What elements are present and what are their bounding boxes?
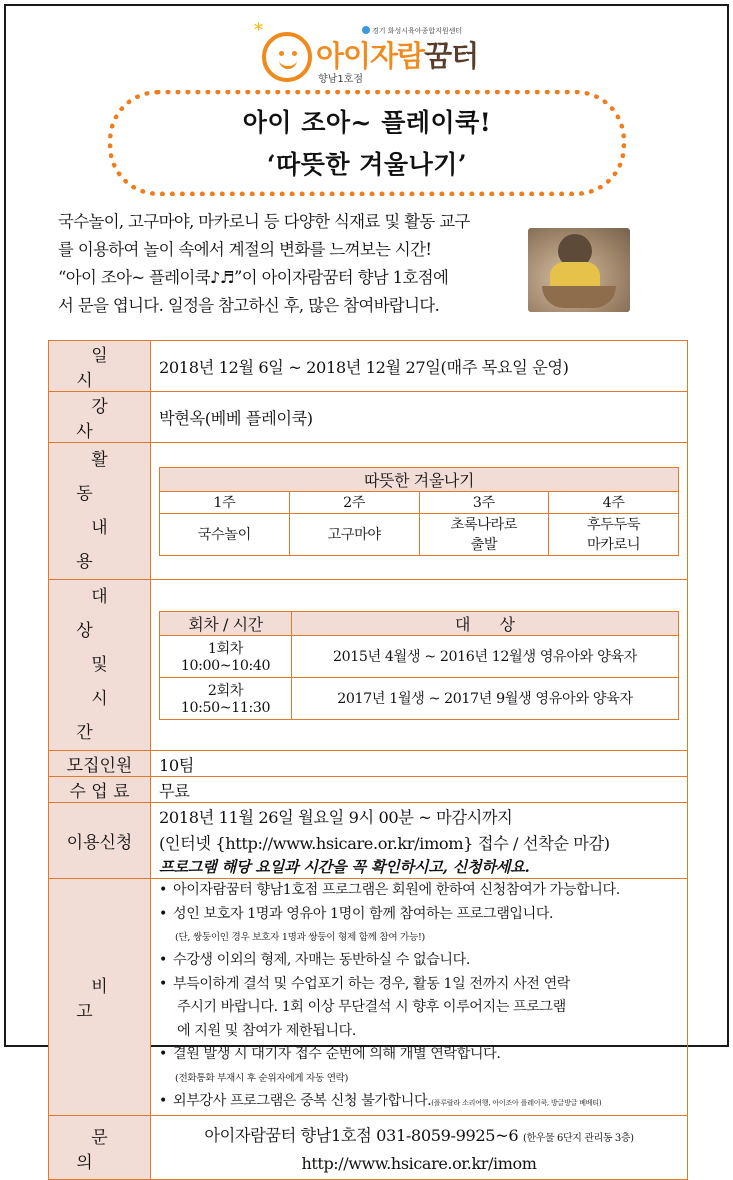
session-2: 2회차 10:50~11:30 bbox=[160, 677, 292, 719]
note-cont: 주시기 바랍니다. 1회 이상 무단결석 시 향후 이루어지는 프로그램 bbox=[177, 999, 566, 1015]
title-box bbox=[108, 90, 626, 196]
label-activity: 활 동 내 용 bbox=[49, 443, 151, 580]
row-apply bbox=[49, 803, 688, 879]
session-2-target: 2017년 1월생 ~ 2017년 9월생 영유아와 양육자 bbox=[292, 677, 679, 719]
title-line1: 아이 조아~ 플레이쿡! bbox=[242, 108, 492, 137]
apply-method: (인터넷 {http://www.hsicare.or.kr/imom} 접수 / 선착순 마감) bbox=[159, 834, 610, 853]
head-target: 대 상 bbox=[292, 611, 679, 635]
head-session: 회차 / 시간 bbox=[160, 611, 292, 635]
week-1-content: 국수놀이 bbox=[160, 513, 290, 555]
label-date: 일 시 bbox=[49, 341, 151, 392]
value-fee: 무료 bbox=[151, 777, 688, 803]
row-activity bbox=[49, 443, 688, 580]
target-table bbox=[159, 611, 679, 720]
intro-line: 서 문을 엽니다. 일정을 참고하신 후, 많은 참여바랍니다. bbox=[58, 296, 440, 315]
cooking-child-photo bbox=[528, 228, 630, 312]
label-contact: 문 의 bbox=[49, 1116, 151, 1180]
logo-organization: 경기 화성시육아종합지원센터 bbox=[362, 26, 462, 36]
notes-list bbox=[159, 879, 679, 1115]
week-4-content: 후두두둑 마카로니 bbox=[549, 513, 679, 555]
intro-line: 국수놀이, 고구마야, 마카로니 등 다양한 식재료 및 활동 교구 bbox=[58, 212, 470, 231]
value-apply bbox=[151, 803, 688, 879]
label-instructor: 강 사 bbox=[49, 392, 151, 443]
row-capacity bbox=[49, 751, 688, 777]
week-1: 1주 bbox=[160, 491, 290, 513]
week-3-content: 초록나라로 출발 bbox=[419, 513, 549, 555]
note-item: • 성인 보호자 1명과 영유아 1명이 함께 참여하는 프로그램입니다. bbox=[159, 905, 554, 922]
contact-url: http://www.hsicare.or.kr/imom bbox=[301, 1154, 537, 1173]
note-cont: 에 지원 및 참여가 제한됩니다. bbox=[177, 1022, 356, 1039]
label-target: 대 상 및 시 간 bbox=[49, 580, 151, 751]
week-4: 4주 bbox=[549, 491, 679, 513]
label-capacity: 모집인원 bbox=[49, 751, 151, 777]
logo-name: 아이자람꿈터 bbox=[316, 39, 479, 73]
row-contact bbox=[49, 1116, 688, 1180]
row-notes bbox=[49, 879, 688, 1116]
label-apply: 이용신청 bbox=[49, 803, 151, 879]
logo bbox=[252, 22, 512, 88]
activity-cell bbox=[151, 443, 688, 580]
contact-phone: 아이자람꿈터 향남1호점 031-8059-9925~6 (한우물 6단지 관리동 3층) bbox=[204, 1126, 634, 1145]
value-instructor: 박현옥(베베 플레이쿡) bbox=[151, 392, 688, 443]
row-target bbox=[49, 580, 688, 751]
value-notes bbox=[151, 879, 688, 1116]
logo-star: * bbox=[254, 20, 263, 41]
intro-text bbox=[58, 208, 528, 320]
activity-table bbox=[159, 467, 679, 556]
note-sub: (전화통화 부재시 후 순위자에게 자동 연락) bbox=[175, 1072, 349, 1084]
value-date: 2018년 12월 6일 ~ 2018년 12월 27일(매주 목요일 운영) bbox=[151, 341, 688, 392]
label-fee: 수 업 료 bbox=[49, 777, 151, 803]
note-item: • 결원 발생 시 대기자 접수 순번에 의해 개별 연락합니다. bbox=[159, 1046, 501, 1062]
note-item: • 외부강사 프로그램은 중복 신청 불가합니다.(플루랄라 소리여행, 아이조아 플레이쿡, 방글방글 베베티) bbox=[159, 1092, 602, 1109]
apply-notice: 프로그램 해당 요일과 시간을 꼭 확인하시고, 신청하세요. bbox=[159, 858, 530, 876]
value-contact bbox=[151, 1116, 688, 1180]
row-fee bbox=[49, 777, 688, 803]
value-capacity: 10팀 bbox=[151, 751, 688, 777]
info-table bbox=[48, 340, 688, 1180]
smiley-face-icon bbox=[262, 32, 312, 82]
row-instructor bbox=[49, 392, 688, 443]
row-date bbox=[49, 341, 688, 392]
note-sub: (단, 쌍둥이인 경우 보호자 1명과 쌍둥이 형제 함께 참여 가능!) bbox=[175, 932, 425, 943]
activity-table-title: 따뜻한 겨울나기 bbox=[160, 467, 679, 491]
apply-period: 2018년 11월 26일 월요일 9시 00분 ~ 마감시까지 bbox=[159, 808, 513, 827]
target-cell bbox=[151, 580, 688, 751]
label-notes: 비 고 bbox=[49, 879, 151, 1116]
intro-line: 를 이용하여 놀이 속에서 계절의 변화를 느껴보는 시간! bbox=[58, 240, 432, 259]
note-item: • 수강생 이외의 형제, 자매는 동반하실 수 없습니다. bbox=[159, 952, 470, 968]
week-2-content: 고구마야 bbox=[289, 513, 419, 555]
intro-line: “아이 조아~ 플레이쿡♪♬”이 아이자람꿈터 향남 1호점에 bbox=[58, 268, 449, 287]
note-item: • 아이자람꿈터 향남1호점 프로그램은 회원에 한하여 신청참여가 가능합니다. bbox=[159, 882, 620, 898]
title-line2: ‘따뜻한 겨울나기’ bbox=[266, 150, 468, 179]
org-mark-icon bbox=[362, 26, 370, 34]
logo-branch: 향남1호점 bbox=[318, 74, 364, 85]
session-1-target: 2015년 4월생 ~ 2016년 12월생 영유아와 양육자 bbox=[292, 635, 679, 677]
note-item: • 부득이하게 결석 및 수업포기 하는 경우, 활동 1일 전까지 사전 연락 bbox=[159, 975, 571, 992]
week-2: 2주 bbox=[289, 491, 419, 513]
session-1: 1회차 10:00~10:40 bbox=[160, 635, 292, 677]
week-3: 3주 bbox=[419, 491, 549, 513]
